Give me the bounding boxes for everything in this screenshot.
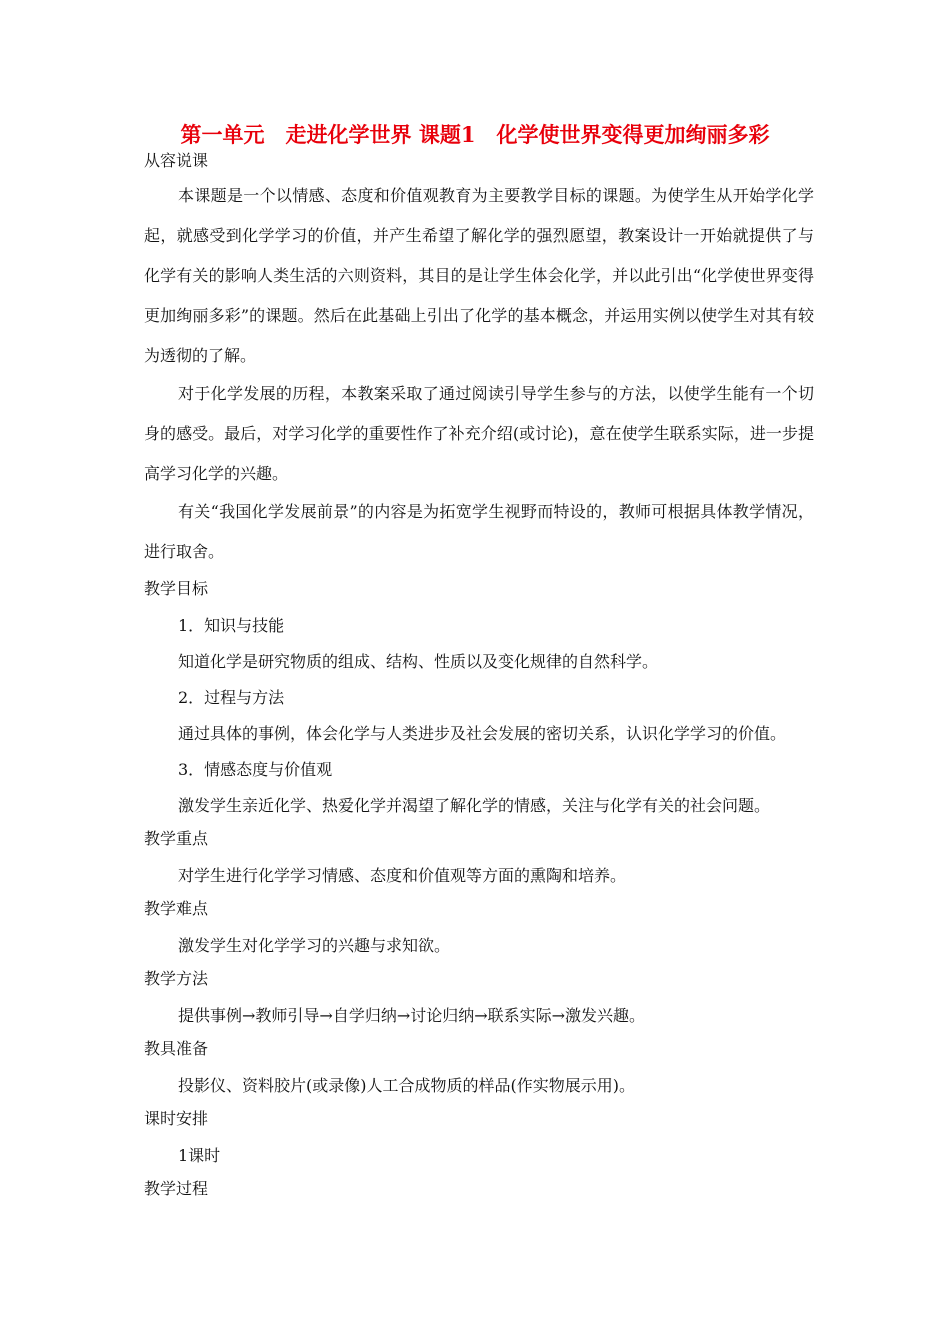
difficulties-text: 激发学生对化学学习的兴趣与求知欲。	[178, 936, 451, 955]
intro-paragraph-1: 本课题是一个以情感、态度和价值观教育为主要教学目标的课题。为使学生从开始学化学起，就感受到化学学习的价值，并产生希望了解化学的强烈愿望，教案设计一开始就提供了与化学有关的影响人类生活的六则资料，其目的是让学生体会化学，并以此引出“化学使世界变得更加绚丽多彩”的课题。然后在此基础上引出了化学的基本概念，并运用实例以使学生对其有较为透彻的了解。	[144, 186, 814, 365]
intro-paragraph-2: 对于化学发展的历程，本教案采取了通过阅读引导学生参与的方法，以使学生能有一个切身的感受。最后，对学习化学的重要性作了补充介绍(或讨论)，意在使学生联系实际，进一步提高学习化学的兴趣。	[144, 384, 814, 483]
tools-text: 投影仪、资料胶片(或录像)人工合成物质的样品(作实物展示用)。	[178, 1076, 635, 1095]
section-heading-key-points: 教学重点	[144, 829, 209, 848]
document-title: 第一单元 走进化学世界 课题1 化学使世界变得更加绚丽多彩	[180, 122, 770, 147]
document-body	[144, 146, 814, 1204]
section-heading-methods: 教学方法	[144, 969, 209, 988]
objective-text-attitude: 激发学生亲近化学、热爱化学并渴望了解化学的情感，关注与化学有关的社会问题。	[178, 796, 771, 815]
intro-paragraph-3: 有关“我国化学发展前景”的内容是为拓宽学生视野而特设的，教师可根据具体教学情况，进行取舍。	[144, 502, 814, 561]
schedule-text: 1课时	[178, 1146, 221, 1165]
objective-label-attitude: 3．情感态度与价值观	[178, 760, 333, 779]
methods-text: 提供事例→教师引导→自学归纳→讨论归纳→联系实际→激发兴趣。	[178, 1006, 646, 1025]
objective-label-process: 2．过程与方法	[178, 688, 285, 707]
key-points-text: 对学生进行化学学习情感、态度和价值观等方面的熏陶和培养。	[178, 866, 627, 885]
section-heading-schedule: 课时安排	[144, 1109, 209, 1128]
section-heading-process: 教学过程	[144, 1179, 209, 1198]
section-heading-difficulties: 教学难点	[144, 899, 209, 918]
objective-text-knowledge: 知道化学是研究物质的组成、结构、性质以及变化规律的自然科学。	[178, 652, 659, 671]
section-heading-intro: 从容说课	[144, 151, 209, 170]
objective-label-knowledge: 1．知识与技能	[178, 616, 285, 635]
objective-text-process: 通过具体的事例，体会化学与人类进步及社会发展的密切关系，认识化学学习的价值。	[178, 724, 787, 743]
section-heading-tools: 教具准备	[144, 1039, 209, 1058]
section-heading-objectives: 教学目标	[144, 579, 209, 598]
